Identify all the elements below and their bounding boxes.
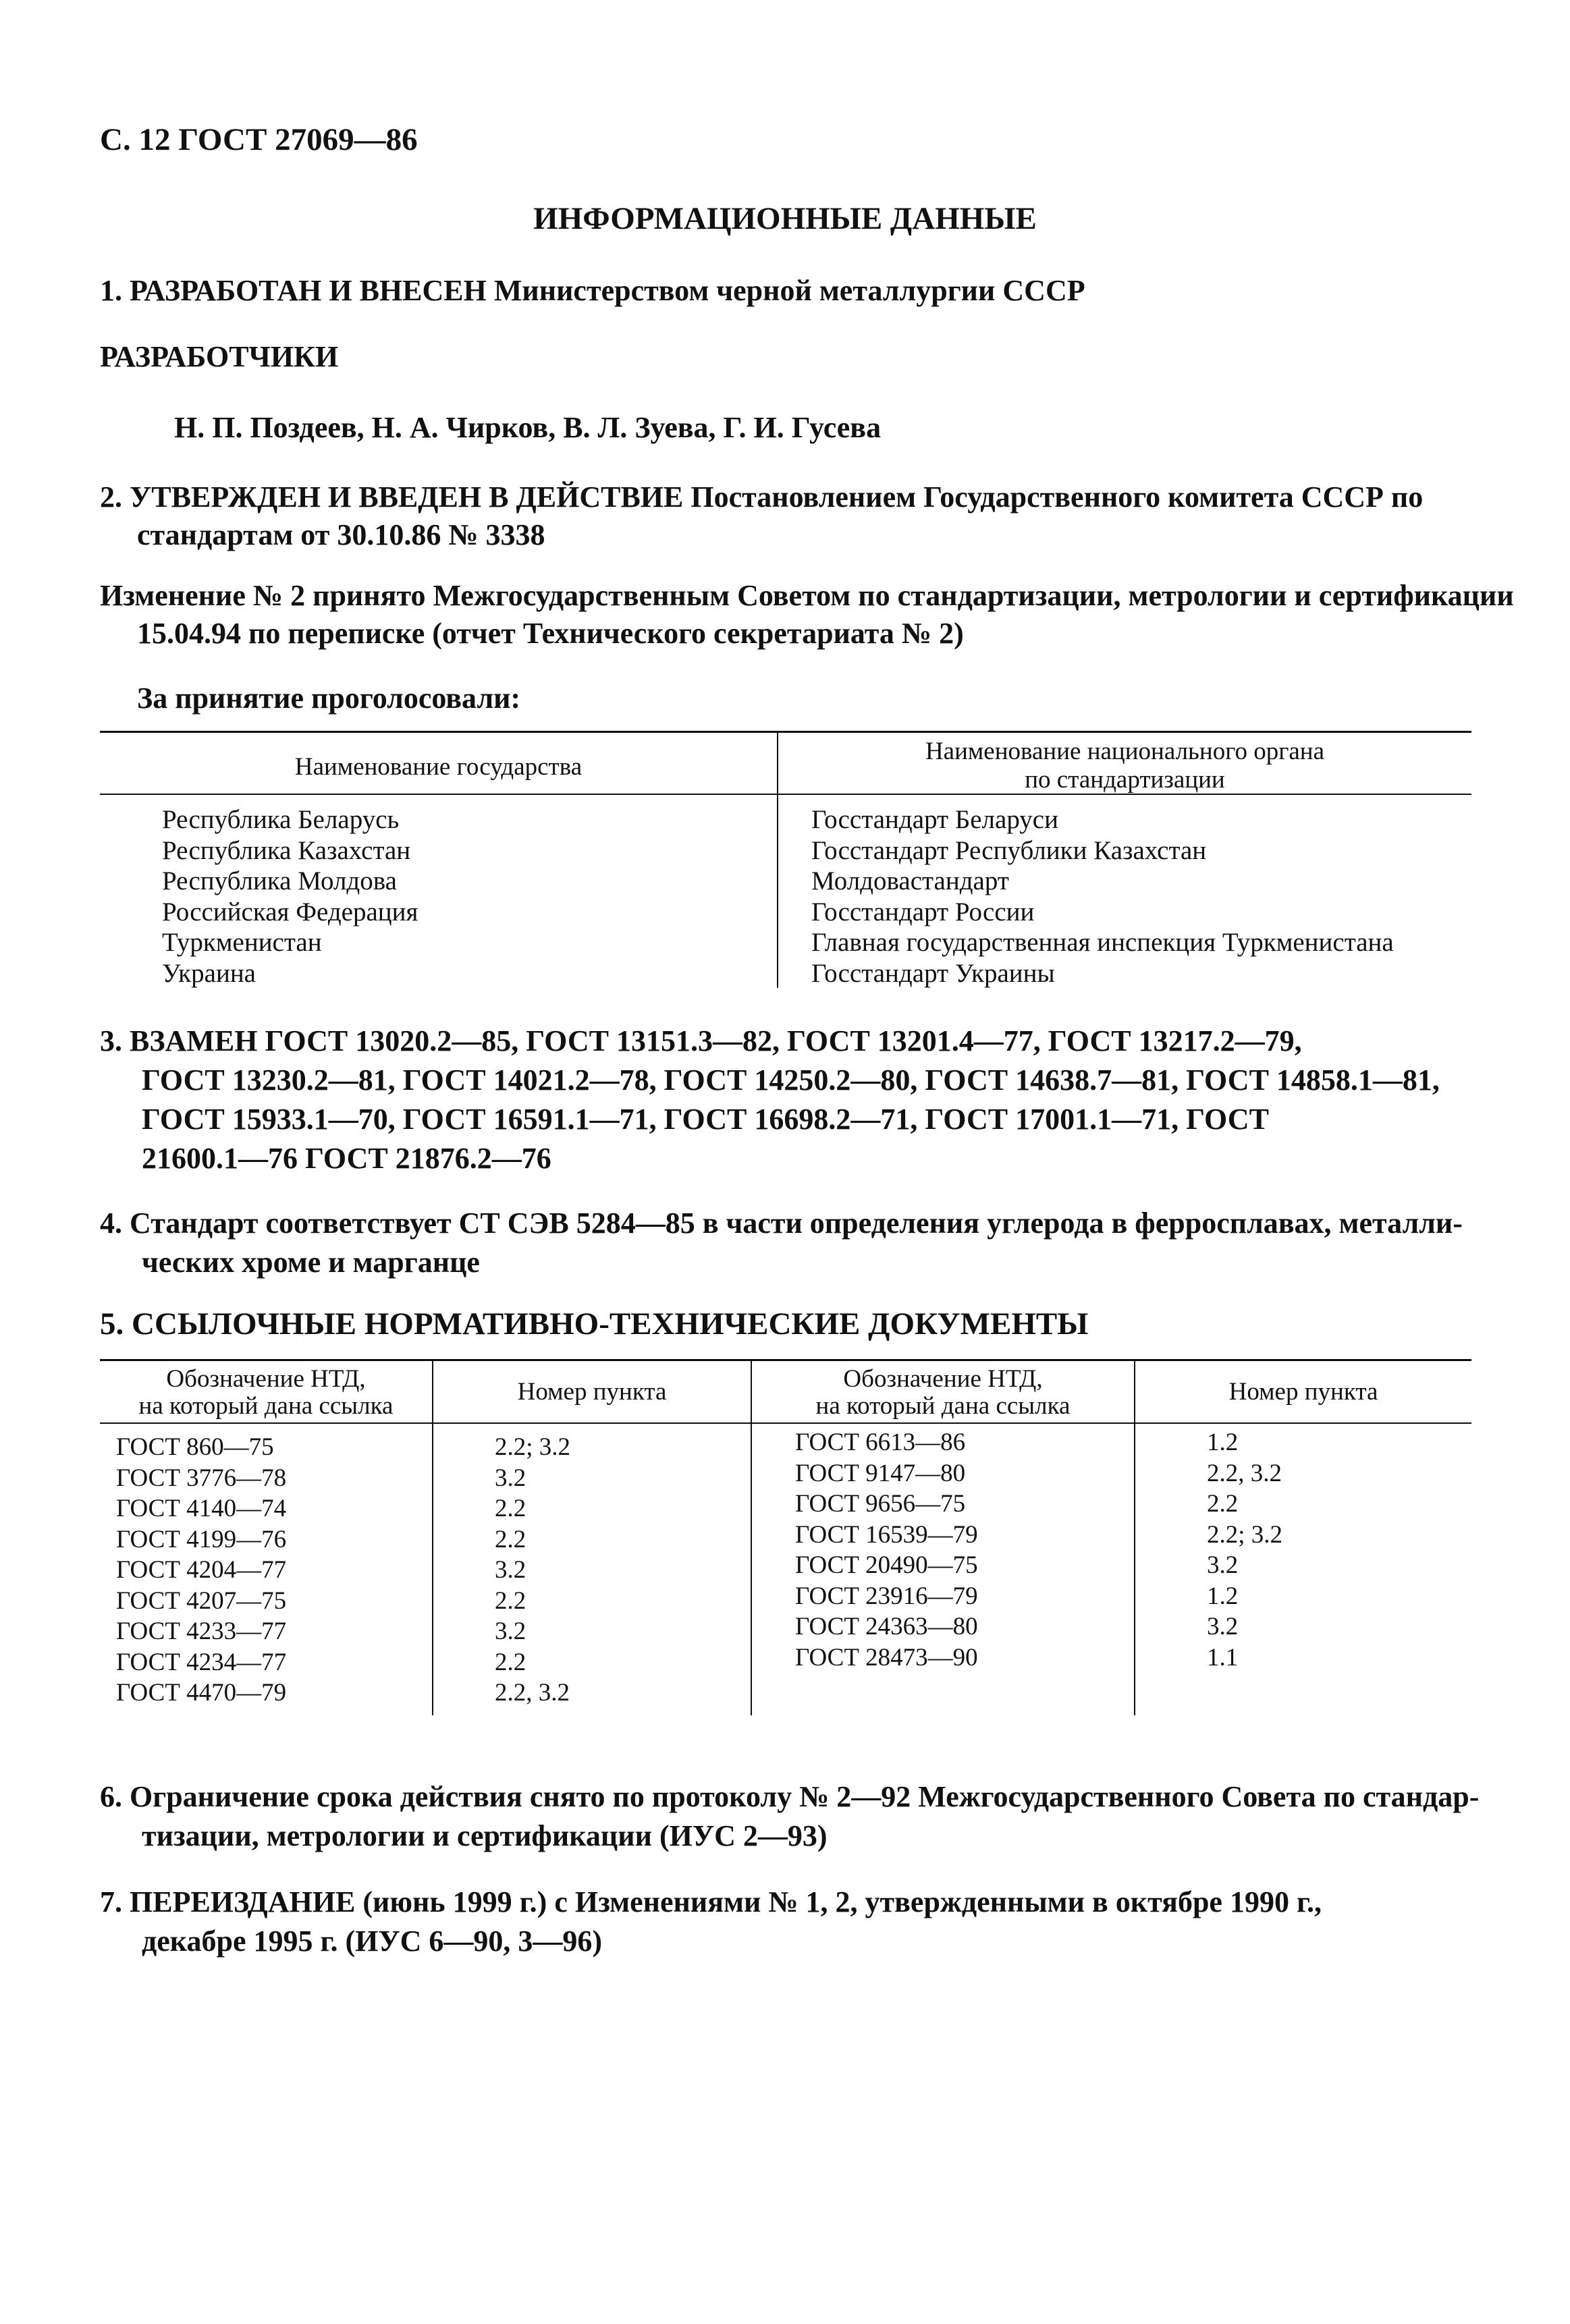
- amendment-line-1: Изменение № 2 принято Межгосударственным Советом по стандартизации, метрологии и сертификации: [100, 579, 1514, 612]
- item-6-line-1: 6. Ограничение срока действия снято по протоколу № 2—92 Межгосударственного Совета по стандар-: [100, 1780, 1480, 1813]
- list-item: ГОСТ 20490—75: [795, 1551, 978, 1579]
- list-item: 2.2: [495, 1648, 526, 1676]
- vote-table-top-rule: [100, 731, 1471, 733]
- list-item: Туркменистан: [162, 928, 322, 957]
- vote-bodies-list: [811, 804, 1394, 989]
- ref-table-divider-1: [432, 1361, 433, 1715]
- vote-label: За принятие проголосовали:: [137, 682, 521, 715]
- item-1-lead: 1. РАЗРАБОТАН И ВНЕСЕН: [100, 274, 487, 307]
- item-4-line-2: ческих хроме и марганце: [142, 1246, 480, 1279]
- ref-left-docs: [116, 1432, 286, 1709]
- item-1-text: Министерством черной металлургии СССР: [486, 274, 1085, 307]
- ref-table-header-rule: [100, 1422, 1471, 1424]
- list-item: ГОСТ 24363—80: [795, 1613, 978, 1640]
- list-item: 2.2: [1207, 1490, 1239, 1518]
- item-2-lead: 2. УТВЕРЖДЕН И ВВЕДЕН В ДЕЙСТВИЕ: [100, 480, 684, 514]
- amendment-line-2: 15.04.94 по переписке (отчет Технического секретариата № 2): [137, 617, 964, 650]
- list-item: 2.2, 3.2: [1207, 1459, 1282, 1487]
- list-item: Госстандарт Украины: [811, 958, 1055, 988]
- list-item: 1.2: [1207, 1429, 1239, 1456]
- ref-table-top-rule: [100, 1359, 1471, 1361]
- vote-col-header-body-2: по стандартизации: [1025, 766, 1225, 794]
- list-item: ГОСТ 9656—75: [795, 1490, 966, 1518]
- list-item: 2.2: [495, 1495, 526, 1522]
- item-7-line-1: 7. ПЕРЕИЗДАНИЕ (июнь 1999 г.) с Изменениями № 1, 2, утвержденными в октябре 1990 г.,: [100, 1885, 1322, 1918]
- list-item: 3.2: [1207, 1613, 1239, 1640]
- list-item: Госстандарт Республики Казахстан: [811, 835, 1207, 865]
- item-4-line-1: 4. Стандарт соответствует СТ СЭВ 5284—85 в части определения углерода в ферросплавах, металли-: [100, 1207, 1463, 1240]
- list-item: ГОСТ 4233—77: [116, 1617, 287, 1645]
- ref-col-header-item-left: Номер пункта: [517, 1378, 667, 1406]
- list-item: Украина: [162, 958, 256, 988]
- list-item: Российская Федерация: [162, 897, 418, 926]
- ref-right-items: [1207, 1427, 1282, 1673]
- item-3-line-4: 21600.1—76 ГОСТ 21876.2—76: [142, 1142, 551, 1175]
- item-6-line-2: тизации, метрологии и сертификации (ИУС 2—93): [142, 1819, 828, 1852]
- ref-col-header-doc-right-2: на который дана ссылка: [815, 1392, 1071, 1420]
- developers-list: Н. П. Поздеев, Н. А. Чирков, В. Л. Зуева, Г. И. Гусева: [174, 411, 882, 444]
- list-item: Госстандарт России: [811, 897, 1035, 926]
- list-item: Госстандарт Беларуси: [811, 805, 1058, 834]
- list-item: ГОСТ 4207—75: [116, 1586, 287, 1615]
- list-item: 3.2: [1207, 1551, 1239, 1579]
- ref-right-docs: [795, 1427, 978, 1673]
- ref-table-divider-3: [1134, 1361, 1135, 1715]
- list-item: 2.2, 3.2: [495, 1679, 570, 1707]
- ref-left-items: [495, 1432, 570, 1709]
- list-item: ГОСТ 23916—79: [795, 1582, 978, 1610]
- item-3-line-2: ГОСТ 13230.2—81, ГОСТ 14021.2—78, ГОСТ 14250.2—80, ГОСТ 14638.7—81, ГОСТ 14858.1—81,: [142, 1063, 1440, 1097]
- list-item: 1.1: [1207, 1643, 1239, 1671]
- list-item: ГОСТ 9147—80: [795, 1459, 966, 1487]
- developers-label: РАЗРАБОТЧИКИ: [100, 340, 339, 373]
- list-item: 2.2: [495, 1586, 526, 1615]
- list-item: Главная государственная инспекция Туркменистана: [811, 928, 1394, 957]
- list-item: ГОСТ 4140—74: [116, 1495, 287, 1522]
- ref-col-header-doc-right-1: Обозначение НТД,: [843, 1365, 1043, 1393]
- vote-col-header-body-1: Наименование национального органа: [925, 738, 1325, 765]
- list-item: ГОСТ 4199—76: [116, 1525, 287, 1553]
- ref-col-header-doc-left-1: Обозначение НТД,: [166, 1365, 366, 1393]
- item-2-line-1: [100, 478, 1423, 517]
- list-item: 2.2; 3.2: [495, 1433, 571, 1461]
- item-1: [100, 271, 1085, 310]
- list-item: 2.2; 3.2: [1207, 1520, 1283, 1549]
- list-item: Республика Молдова: [162, 866, 397, 895]
- item-7-line-2: декабре 1995 г. (ИУС 6—90, 3—96): [142, 1925, 603, 1958]
- item-3-line-1: 3. ВЗАМЕН ГОСТ 13020.2—85, ГОСТ 13151.3—82, ГОСТ 13201.4—77, ГОСТ 13217.2—79,: [100, 1024, 1302, 1057]
- item-2-text: Постановлением Государственного комитета СССР по: [683, 480, 1424, 514]
- ref-col-header-item-right: Номер пункта: [1228, 1378, 1378, 1406]
- list-item: ГОСТ 4234—77: [116, 1648, 287, 1676]
- list-item: Республика Казахстан: [162, 835, 411, 865]
- list-item: 3.2: [495, 1464, 526, 1492]
- item-2-line-2: стандартам от 30.10.86 № 3338: [137, 518, 545, 551]
- page-header: С. 12 ГОСТ 27069—86: [100, 122, 418, 157]
- list-item: 3.2: [495, 1617, 526, 1645]
- ref-col-header-doc-left-2: на который дана ссылка: [138, 1392, 394, 1420]
- list-item: ГОСТ 4204—77: [116, 1556, 287, 1584]
- document-title: ИНФОРМАЦИОННЫЕ ДАННЫЕ: [533, 201, 1037, 236]
- list-item: ГОСТ 3776—78: [116, 1464, 287, 1492]
- list-item: ГОСТ 4470—79: [116, 1679, 287, 1707]
- list-item: ГОСТ 860—75: [116, 1433, 274, 1461]
- vote-col-header-state: Наименование государства: [294, 753, 583, 781]
- list-item: ГОСТ 16539—79: [795, 1520, 978, 1549]
- item-5-heading: 5. ССЫЛОЧНЫЕ НОРМАТИВНО-ТЕХНИЧЕСКИЕ ДОКУМЕНТЫ: [100, 1306, 1089, 1341]
- vote-states-list: [162, 804, 418, 989]
- list-item: Молдовастандарт: [811, 866, 1009, 895]
- list-item: ГОСТ 6613—86: [795, 1429, 966, 1456]
- list-item: ГОСТ 28473—90: [795, 1643, 978, 1671]
- list-item: Республика Беларусь: [162, 805, 400, 834]
- list-item: 2.2: [495, 1525, 526, 1553]
- list-item: 3.2: [495, 1556, 526, 1584]
- item-3-line-3: ГОСТ 15933.1—70, ГОСТ 16591.1—71, ГОСТ 16698.2—71, ГОСТ 17001.1—71, ГОСТ: [142, 1103, 1269, 1136]
- list-item: 1.2: [1207, 1582, 1239, 1610]
